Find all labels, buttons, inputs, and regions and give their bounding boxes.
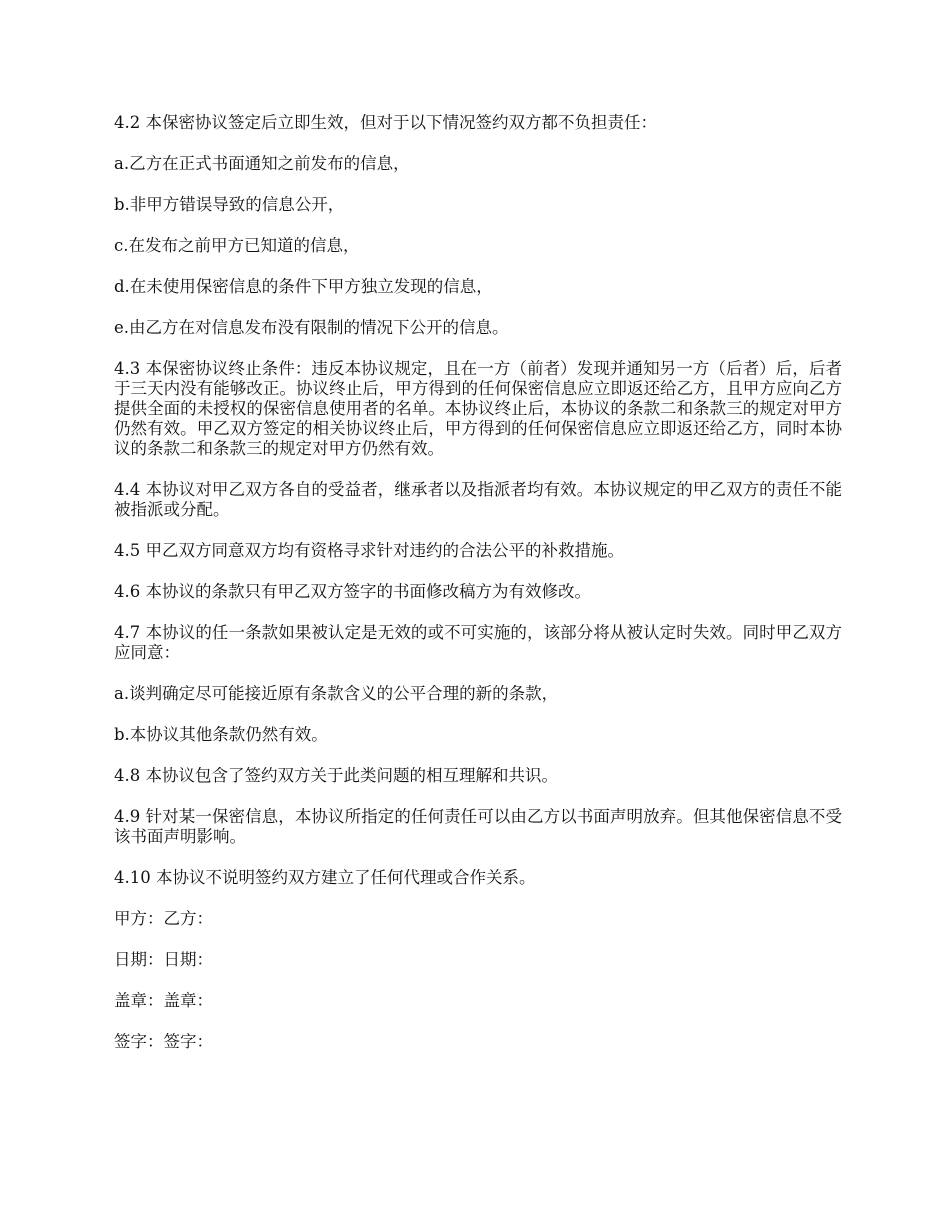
clause-4-5: 4.5 甲乙双方同意双方均有资格寻求针对违约的合法公平的补救措施。: [114, 541, 624, 560]
signature-sign-line: 签字：签字：: [114, 1032, 213, 1051]
clause-item-b: b.非甲方错误导致的信息公开，: [114, 195, 345, 214]
clause-4-3: 4.3 本保密协议终止条件：违反本协议规定，且在一方（前者）发现并通知另一方（后者）后，后者于三天内没有能够改正。协议终止后，甲方得到的任何保密信息应立即返还给乙方，且甲方应向乙方提供全面的未授权的保密信息使用者的名单。本协议终止后，本协议的条款二和条款三的规定对甲方仍然有效。甲乙双方签定的相关协议终止后，甲方得到的任何保密信息应立即返还给乙方，同时本协议的条款二和条款三的规定对甲方仍然有效。: [114, 359, 842, 458]
clause-item-d: d.在未使用保密信息的条件下甲方独立发现的信息，: [114, 277, 493, 296]
document-body: [114, 113, 842, 1073]
clause-4-2: 4.2 本保密协议签定后立即生效，但对于以下情况签约双方都不负担责任：: [114, 113, 657, 132]
clause-4-7-item-a: a.谈判确定尽可能接近原有条款含义的公平合理的新的条款，: [114, 684, 559, 703]
clause-4-7-item-b: b.本协议其他条款仍然有效。: [114, 725, 328, 744]
signature-seal-line: 盖章：盖章：: [114, 991, 213, 1010]
clause-item-e: e.由乙方在对信息发布没有限制的情况下公开的信息。: [114, 318, 509, 337]
clause-4-10: 4.10 本协议不说明签约双方建立了任何代理或合作关系。: [114, 868, 536, 887]
clause-4-4: 4.4 本协议对甲乙双方各自的受益者，继承者以及指派者均有效。本协议规定的甲乙双方的责任不能被指派或分配。: [114, 480, 842, 519]
clause-4-6: 4.6 本协议的条款只有甲乙双方签字的书面修改稿方为有效修改。: [114, 582, 591, 601]
clause-item-a: a.乙方在正式书面通知之前发布的信息，: [114, 154, 410, 173]
clause-item-c: c.在发布之前甲方已知道的信息，: [114, 236, 360, 255]
clause-4-7: 4.7 本协议的任一条款如果被认定是无效的或不可实施的，该部分将从被认定时失效。同时甲乙双方应同意：: [114, 623, 842, 662]
signature-party-line: 甲方：乙方：: [114, 909, 213, 928]
clause-4-8: 4.8 本协议包含了签约双方关于此类问题的相互理解和共识。: [114, 766, 558, 785]
clause-4-9: 4.9 针对某一保密信息，本协议所指定的任何责任可以由乙方以书面声明放弃。但其他保密信息不受该书面声明影响。: [114, 807, 842, 846]
signature-date-line: 日期：日期：: [114, 950, 213, 969]
